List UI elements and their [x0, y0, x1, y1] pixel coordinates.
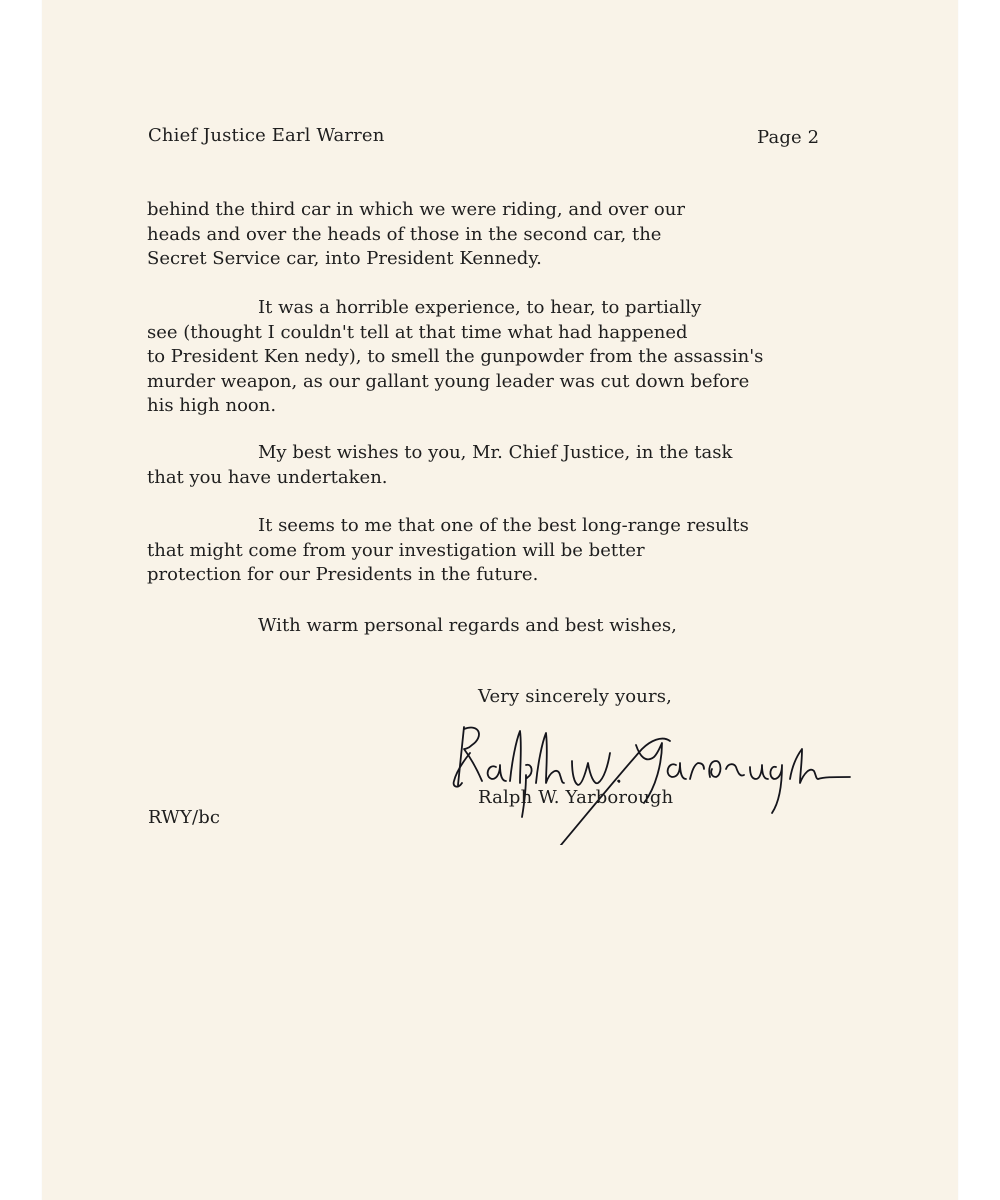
body-paragraph [147, 514, 749, 588]
body-line: heads and over the heads of those in the second car, the [147, 223, 662, 245]
body-line: behind the third car in which we were riding, and over our [147, 199, 685, 220]
signer-name: Ralph W. Yarborough [478, 787, 674, 808]
letter-page [42, 0, 958, 1200]
body-paragraph [147, 296, 763, 419]
page-number: Page 2 [757, 127, 820, 148]
body-line: murder weapon, as our gallant young leader was cut down before [147, 370, 750, 392]
body-line: It was a horrible experience, to hear, to partially [258, 297, 702, 318]
body-line: see (thought I couldn't tell at that time what had happened [147, 321, 688, 343]
body-line: to President Ken nedy), to smell the gunpowder from the assassin's [147, 346, 764, 367]
body-paragraph [147, 441, 732, 490]
body-line: his high noon. [147, 395, 277, 416]
body-line: It seems to me that one of the best long-range results [258, 515, 749, 536]
body-line: My best wishes to you, Mr. Chief Justice, in the task [258, 442, 733, 463]
body-paragraph [147, 198, 685, 272]
body-line: With warm personal regards and best wishes, [258, 615, 677, 636]
body-line: that you have undertaken. [147, 466, 388, 488]
header-recipient: Chief Justice Earl Warren [148, 125, 385, 146]
body-line: protection for our Presidents in the future. [147, 564, 539, 585]
body-line: Secret Service car, into President Kennedy. [147, 248, 542, 269]
body-paragraph [147, 614, 677, 639]
body-line: that might come from your investigation will be better [147, 539, 645, 561]
complimentary-close: Very sincerely yours, [478, 686, 673, 707]
handwritten-signature [440, 705, 860, 845]
reference-initials: RWY/bc [148, 807, 221, 828]
